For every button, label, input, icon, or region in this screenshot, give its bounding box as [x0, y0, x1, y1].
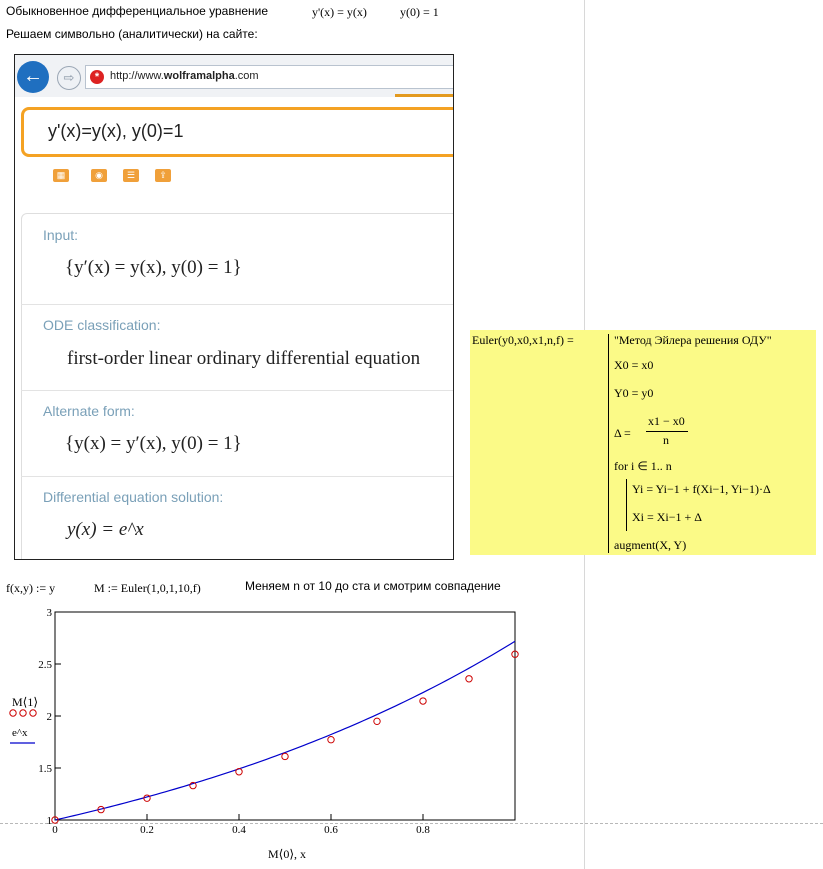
euler-delta-num: x1 − x0 — [648, 414, 685, 428]
x-tick-label: 0.2 — [140, 824, 154, 836]
solve-note: Решаем символьно (аналитически) на сайте: — [6, 27, 258, 41]
forward-arrow-icon[interactable]: ⇨ — [57, 66, 81, 90]
query-text: y'(x)=y(x), y(0)=1 — [48, 121, 184, 141]
euler-loop-y: Yi = Yi−1 + f(Xi−1, Yi−1)·Δ — [632, 482, 771, 496]
result-separator — [21, 390, 454, 391]
x-axis-label: M⟨0⟩, x — [268, 847, 307, 861]
result-math-classification: first-order linear ordinary differential equation — [67, 348, 421, 369]
keyboard-icon[interactable]: ▦ — [53, 169, 69, 182]
legend-marker — [30, 710, 36, 716]
y-tick-label: 1.5 — [38, 763, 52, 775]
euler-comment: "Метод Эйлера решения ОДУ" — [614, 333, 772, 347]
euler-signature: Euler(y0,x0,x1,n,f) = — [472, 333, 574, 347]
result-math-alternate: {y(x) = y′(x), y(0) = 1} — [65, 433, 242, 454]
ode-equation: y'(x) = y(x) — [312, 5, 367, 19]
query-input[interactable] — [21, 107, 454, 157]
legend-marker — [20, 710, 26, 716]
result-math-solution: y(x) = e^x — [67, 519, 144, 540]
ode-label: Обыкновенное дифференциальное уравнение — [6, 4, 269, 18]
euler-delta-den: n — [663, 433, 669, 447]
folder-upload-icon[interactable]: ⇪ — [155, 169, 171, 182]
result-label-solution: Differential equation solution: — [43, 489, 224, 505]
tab-strip-accent — [395, 94, 453, 97]
euler-line-y0: Y0 = y0 — [614, 386, 654, 400]
wolfram-screenshot — [14, 54, 454, 560]
y-tick-label: 3 — [46, 607, 52, 619]
f-definition[interactable]: f(x,y) := y — [6, 581, 56, 595]
x-tick-label: 0.8 — [416, 824, 430, 836]
comparison-note: Меняем n от 10 до ста и смотрим совпадение — [245, 579, 501, 593]
x-tick-label: 0.4 — [232, 824, 246, 836]
legend-series1-label: M⟨1⟩ — [12, 695, 39, 709]
browser-navbar — [15, 55, 453, 97]
loop-bar — [626, 479, 627, 531]
x-tick-label: 0.6 — [324, 824, 338, 836]
euler-line-x0: X0 = x0 — [614, 358, 654, 372]
address-bar[interactable] — [85, 65, 454, 89]
euler-loop-x: Xi = Xi−1 + Δ — [632, 510, 703, 524]
camera-icon[interactable]: ◉ — [91, 169, 107, 182]
euler-vs-exp-chart[interactable] — [0, 600, 560, 869]
fraction-bar — [646, 431, 688, 432]
euler-for-line: for i ∈ 1.. n — [614, 459, 672, 473]
initial-condition: y(0) = 1 — [400, 5, 439, 19]
result-label-input: Input: — [43, 227, 79, 243]
result-math-input: {y′(x) = y(x), y(0) = 1} — [65, 257, 242, 278]
legend-marker — [10, 710, 16, 716]
site-favicon-icon: * — [90, 70, 104, 84]
euler-return-line: augment(X, Y) — [614, 538, 687, 552]
result-separator — [21, 476, 454, 477]
result-label-classification: ODE classification: — [43, 317, 161, 333]
back-arrow-icon[interactable]: ← — [17, 61, 49, 93]
y-tick-label: 2.5 — [38, 659, 52, 671]
legend-series2-label: e^x — [12, 727, 28, 739]
y-tick-label: 2 — [46, 711, 52, 723]
plot-frame — [55, 612, 515, 820]
x-tick-label: 0 — [52, 824, 58, 836]
table-icon[interactable]: ☰ — [123, 169, 139, 182]
euler-delta-lhs: Δ = — [614, 426, 631, 440]
result-label-alternate: Alternate form: — [43, 403, 135, 419]
m-definition[interactable]: M := Euler(1,0,1,10,f) — [94, 581, 201, 595]
url-text: http://www.wolframalpha.com — [110, 70, 259, 82]
euler-program-region[interactable] — [470, 330, 816, 555]
program-bar — [608, 334, 609, 553]
result-separator — [21, 304, 454, 305]
y-tick-label: 1 — [46, 815, 52, 827]
